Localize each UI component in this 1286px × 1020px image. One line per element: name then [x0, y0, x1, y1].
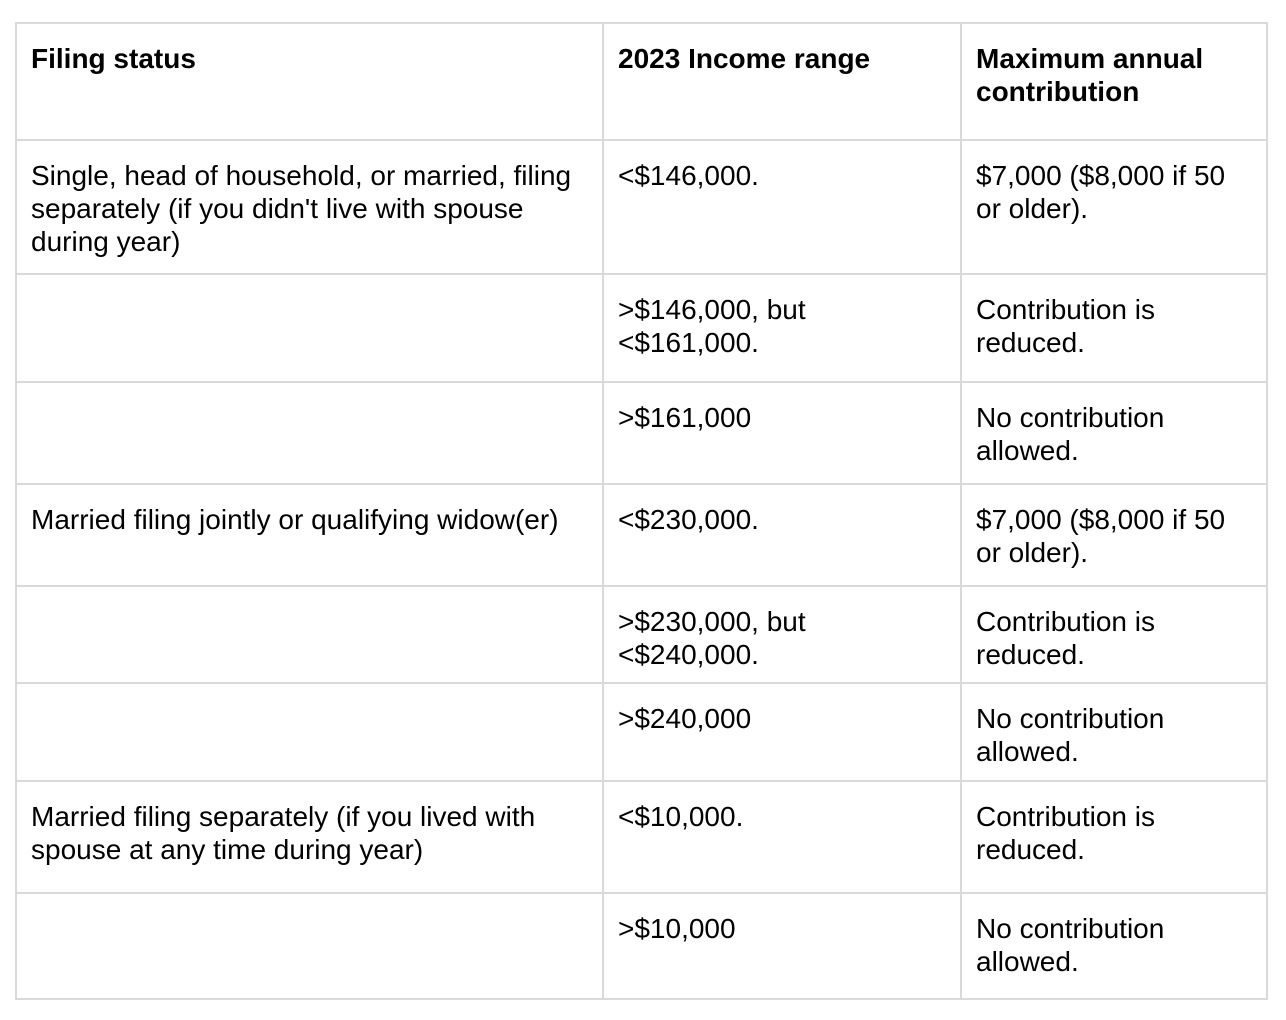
- table-row: [16, 382, 1267, 484]
- table-header-row: [16, 23, 1267, 140]
- cell-filing-status: [16, 586, 603, 683]
- cell-income-range: <$146,000.: [603, 140, 961, 274]
- cell-max-contribution: No contribution allowed.: [961, 382, 1267, 484]
- cell-income-range: <$10,000.: [603, 781, 961, 893]
- table-row: [16, 683, 1267, 781]
- cell-filing-status: Married filing jointly or qualifying widow(er): [16, 484, 603, 586]
- header-filing-status: Filing status: [16, 23, 603, 140]
- ira-contribution-table: [15, 22, 1268, 1000]
- cell-max-contribution: $7,000 ($8,000 if 50 or older).: [961, 484, 1267, 586]
- table-row: [16, 893, 1267, 999]
- header-income-range: 2023 Income range: [603, 23, 961, 140]
- cell-income-range: >$10,000: [603, 893, 961, 999]
- cell-max-contribution: No contribution allowed.: [961, 683, 1267, 781]
- cell-max-contribution: Contribution is reduced.: [961, 274, 1267, 382]
- cell-filing-status: [16, 893, 603, 999]
- cell-income-range: <$230,000.: [603, 484, 961, 586]
- cell-max-contribution: No contribution allowed.: [961, 893, 1267, 999]
- cell-filing-status: [16, 683, 603, 781]
- table-row: [16, 484, 1267, 586]
- cell-filing-status: Married filing separately (if you lived with spouse at any time during year): [16, 781, 603, 893]
- cell-filing-status: Single, head of household, or married, filing separately (if you didn't live with spouse during year): [16, 140, 603, 274]
- table-row: [16, 586, 1267, 683]
- table-row: [16, 140, 1267, 274]
- table-row: [16, 274, 1267, 382]
- cell-filing-status: [16, 382, 603, 484]
- cell-max-contribution: Contribution is reduced.: [961, 586, 1267, 683]
- cell-income-range: >$161,000: [603, 382, 961, 484]
- cell-filing-status: [16, 274, 603, 382]
- cell-max-contribution: $7,000 ($8,000 if 50 or older).: [961, 140, 1267, 274]
- table-row: [16, 781, 1267, 893]
- cell-income-range: >$146,000, but <$161,000.: [603, 274, 961, 382]
- header-max-contribution: Maximum annual contribution: [961, 23, 1267, 140]
- cell-income-range: >$230,000, but <$240,000.: [603, 586, 961, 683]
- cell-max-contribution: Contribution is reduced.: [961, 781, 1267, 893]
- cell-income-range: >$240,000: [603, 683, 961, 781]
